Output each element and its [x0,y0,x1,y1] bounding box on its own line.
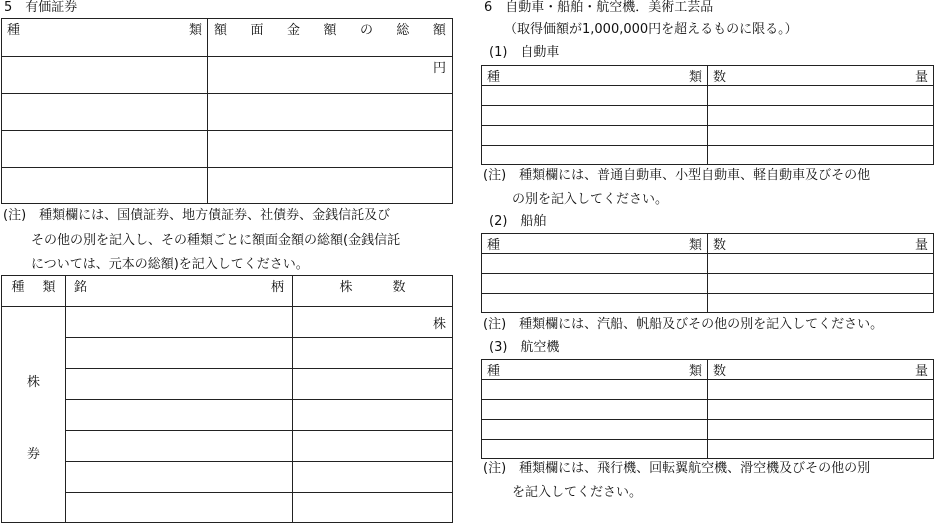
securities-table [1,18,453,204]
face-char: 金 [286,23,300,38]
securities-amount-cell[interactable] [208,131,453,168]
stocks-brand-cell[interactable] [66,369,293,400]
stocks-shares-cell[interactable] [293,400,453,431]
unit-yen: 円 [432,61,446,76]
stocks-brand-cell[interactable] [66,493,293,523]
face-char: 総 [396,23,410,38]
car-header-qty [708,66,934,86]
note-line: (注) 種類欄には、国債証券、地方債証券、社債券、金銭信託及び [3,208,391,223]
header-char: 柄 [270,280,284,295]
aircraft-kind-cell[interactable] [482,380,708,400]
header-char: 種 [487,238,501,253]
face-char: 額 [323,23,337,38]
securities-title: 5 有価証券 [4,0,78,15]
ship-kind-cell[interactable] [482,254,708,274]
side-char: 株 [26,375,40,390]
unit-shares: 株 [432,317,446,332]
header-char: 数 [392,280,406,295]
header-char: 株 [339,280,353,295]
ship-header-qty [708,234,934,254]
face-char: 面 [250,23,264,38]
face-char: の [359,23,373,38]
stocks-shares-cell[interactable] [293,462,453,493]
stocks-shares-cell[interactable] [293,431,453,462]
stocks-brand-cell[interactable] [66,431,293,462]
stocks-shares-cell[interactable] [293,369,453,400]
note-line: その他の別を記入し、その種類ごとに額面金額の総額(金銭信託 [31,233,401,248]
stocks-brand-cell[interactable] [66,400,293,431]
stocks-shares-cell[interactable] [293,307,453,338]
aircraft-qty-cell[interactable] [708,420,934,440]
header-char: 類 [688,238,702,253]
header-char: 類 [688,70,702,85]
aircraft-qty-cell[interactable] [708,380,934,400]
aircraft-kind-cell[interactable] [482,400,708,420]
header-char: 量 [914,238,928,253]
ship-qty-cell[interactable] [708,294,934,313]
securities-kind-cell[interactable] [2,57,208,94]
header-char: 量 [914,364,928,379]
note-line: については、元本の総額)を記入してください。 [31,257,309,272]
vehicles-subtitle: （取得価額が1,000,000円を超えるものに限る。） [504,22,798,37]
ship-header-kind [482,234,708,254]
ship-kind-cell[interactable] [482,274,708,294]
car-kind-cell[interactable] [482,146,708,165]
ship-note: (注) 種類欄には、汽船、帆船及びその他の別を記入してください。 [483,317,884,332]
ship-table [481,233,934,313]
securities-kind-cell[interactable] [2,168,208,204]
car-qty-cell[interactable] [708,126,934,146]
aircraft-table [481,359,934,459]
header-kind-right: 類 [188,23,202,38]
stocks-brand-cell[interactable] [66,338,293,369]
note-line: (注) 種類欄には、飛行機、回転翼航空機、滑空機及びその他の別 [483,461,871,476]
car-qty-cell[interactable] [708,86,934,106]
header-char: 種 [11,280,25,295]
header-char: 数 [713,70,727,85]
stocks-side-label [2,307,66,523]
stocks-header-kind [2,276,66,307]
ship-kind-cell[interactable] [482,294,708,313]
header-char: 類 [688,364,702,379]
securities-header-face-total [208,19,453,57]
aircraft-header-qty [708,360,934,380]
stocks-table [1,275,453,523]
car-qty-cell[interactable] [708,146,934,165]
car-kind-cell[interactable] [482,106,708,126]
securities-kind-cell[interactable] [2,131,208,168]
securities-amount-cell[interactable] [208,168,453,204]
stocks-shares-cell[interactable] [293,493,453,523]
car-kind-cell[interactable] [482,126,708,146]
face-char: 額 [214,23,228,38]
header-char: 類 [42,280,56,295]
stocks-shares-cell[interactable] [293,338,453,369]
aircraft-kind-cell[interactable] [482,440,708,459]
stocks-brand-cell[interactable] [66,462,293,493]
securities-amount-cell[interactable] [208,94,453,131]
securities-header-kind [2,19,208,57]
aircraft-qty-cell[interactable] [708,400,934,420]
note-line: (注) 種類欄には、普通自動車、小型自動車、軽自動車及びその他 [483,168,871,183]
header-char: 種 [487,364,501,379]
aircraft-qty-cell[interactable] [708,440,934,459]
note-line: を記入してください。 [512,485,643,500]
stocks-header-brand [66,276,293,307]
car-title: (1) 自動車 [489,45,560,60]
header-char: 量 [914,70,928,85]
stocks-header-shares [293,276,453,307]
header-kind-left: 種 [7,23,21,38]
car-kind-cell[interactable] [482,86,708,106]
stocks-brand-cell[interactable] [66,307,293,338]
car-qty-cell[interactable] [708,106,934,126]
aircraft-title: (3) 航空機 [489,340,560,355]
vehicles-title: 6 自動車・船舶・航空機．美術工芸品 [484,0,714,15]
aircraft-header-kind [482,360,708,380]
ship-qty-cell[interactable] [708,274,934,294]
header-char: 数 [713,364,727,379]
side-char: 券 [26,447,40,462]
car-header-kind [482,66,708,86]
note-line: の別を記入してください。 [512,192,669,207]
ship-title: (2) 船舶 [489,214,547,229]
securities-kind-cell[interactable] [2,94,208,131]
car-table [481,65,934,165]
securities-amount-cell[interactable] [208,57,453,94]
ship-qty-cell[interactable] [708,254,934,274]
header-char: 数 [713,238,727,253]
header-char: 銘 [74,280,88,295]
face-char: 額 [432,23,446,38]
header-char: 種 [487,70,501,85]
aircraft-kind-cell[interactable] [482,420,708,440]
